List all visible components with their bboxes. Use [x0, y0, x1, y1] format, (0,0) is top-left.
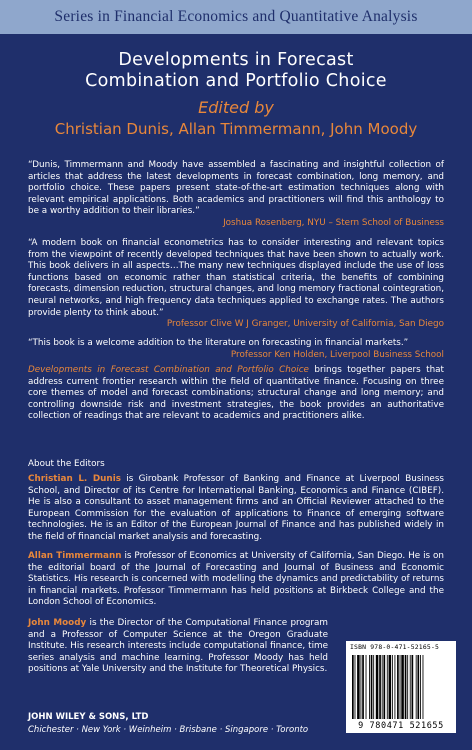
edited-by-label: Edited by: [198, 98, 274, 117]
editor-bio-moody: [28, 618, 328, 676]
quote-text: “A modern book on financial econometrics has to consider interesting and relevant topics from the viewpoint of recently developed techniques that have been shown to actually work. This book delivers in all aspects…The many new techniques displayed include the use of loss functions based on economic rather than statistical criteria, the benefits of combining forecasts, dimension reduction, structural changes, and long memory fractional cointegration, neural networks, and high frequency data techniques applied to exchange rates. The authors provide plenty to think about.”: [28, 238, 444, 318]
book-title: [0, 50, 472, 92]
bio-name: John Moody: [28, 618, 87, 628]
bio-text: is the Director of the Computational Finance program and a Professor of Computer Science at the Oregon Graduate Institute. His research interests include computational finance, time series analysis and machine learning. Professor Moody has held positions at Yale University and the Institute for Theoretical Physics.: [28, 618, 329, 675]
publisher-name: JOHN WILEY & SONS, LTD: [28, 712, 149, 722]
description-book-title: Developments in Forecast Combination and Portfolio Choice: [28, 365, 309, 375]
series-name: Series in Financial Economics and Quantitative Analysis: [54, 8, 418, 25]
quote-attribution: Joshua Rosenberg, NYU – Stern School of Business: [223, 217, 444, 228]
quote-text: “Dunis, Timmermann and Moody have assembled a fascinating and insightful collection of articles that address the latest developments in forecast combination, long memory, and portfolio choice. These papers present state-of-the-art estimation techniques along with relevant empirical applications. Both academics and practitioners will find this anthology to be a worthy addition to their libraries.”: [28, 160, 444, 217]
editor-bio-dunis: [28, 474, 444, 544]
bio-name: Christian L. Dunis: [28, 474, 121, 484]
description-text: brings together papers that address current frontier research within the field of quantitative finance. Focusing on three core themes of model and forecast combinations; structural change and long memory; and controlling downside risk and investment strategies, the book provides an authoritative collection of readings that are relevant to academics and practitioners alike.: [28, 365, 444, 422]
editor-bio-timmermann: [28, 551, 444, 609]
publisher-cities: Chichester · New York · Weinheim · Brisbane · Singapore · Toronto: [28, 725, 309, 735]
endorsement-quote-1: [28, 160, 444, 230]
series-banner: [0, 0, 472, 34]
isbn-barcode: [346, 641, 456, 733]
bio-name: Allan Timmermann: [28, 551, 122, 561]
isbn-number: ISBN 978-0-471-52165-5: [350, 643, 440, 651]
book-description: [28, 365, 444, 423]
about-editors-heading: About the Editors: [28, 459, 105, 469]
endorsement-quote-3: [28, 338, 444, 361]
bio-text: is Professor of Economics at University of California, San Diego. He is on the editorial board of the Journal of Forecasting and Journal of Business and Economic Statistics. His research is concerned with modelling the dynamics and predictability of returns in financial markets. Professor Timmermann has held positions at Birkbeck College and the London School of Economics.: [28, 551, 445, 608]
title-line-1: Developments in Forecast: [118, 50, 354, 70]
title-line-2: Combination and Portfolio Choice: [85, 71, 387, 91]
quote-attribution: Professor Clive W J Granger, University of California, San Diego: [166, 319, 444, 330]
barcode-digits: 9 780471 521655: [358, 721, 444, 731]
endorsement-quote-2: [28, 238, 444, 331]
editor-names: Christian Dunis, Allan Timmermann, John Moody: [54, 120, 418, 138]
barcode-bars: [350, 655, 452, 719]
quote-attribution: Professor Ken Holden, Liverpool Business School: [230, 349, 444, 360]
quote-text: “This book is a welcome addition to the literature on forecasting in financial markets.”: [28, 338, 409, 348]
bio-text: is Girobank Professor of Banking and Finance at Liverpool Business School, and Director of its Centre for International Banking, Economics and Finance (CIBEF). He is also a consultant to asset management firms and an Official Reviewer attached to the European Commission for the evaluation of applications to Finance of emerging software technologies. He is an Editor of the European Journal of Finance and has published widely in the field of financial market analysis and forecasting.: [28, 474, 444, 542]
